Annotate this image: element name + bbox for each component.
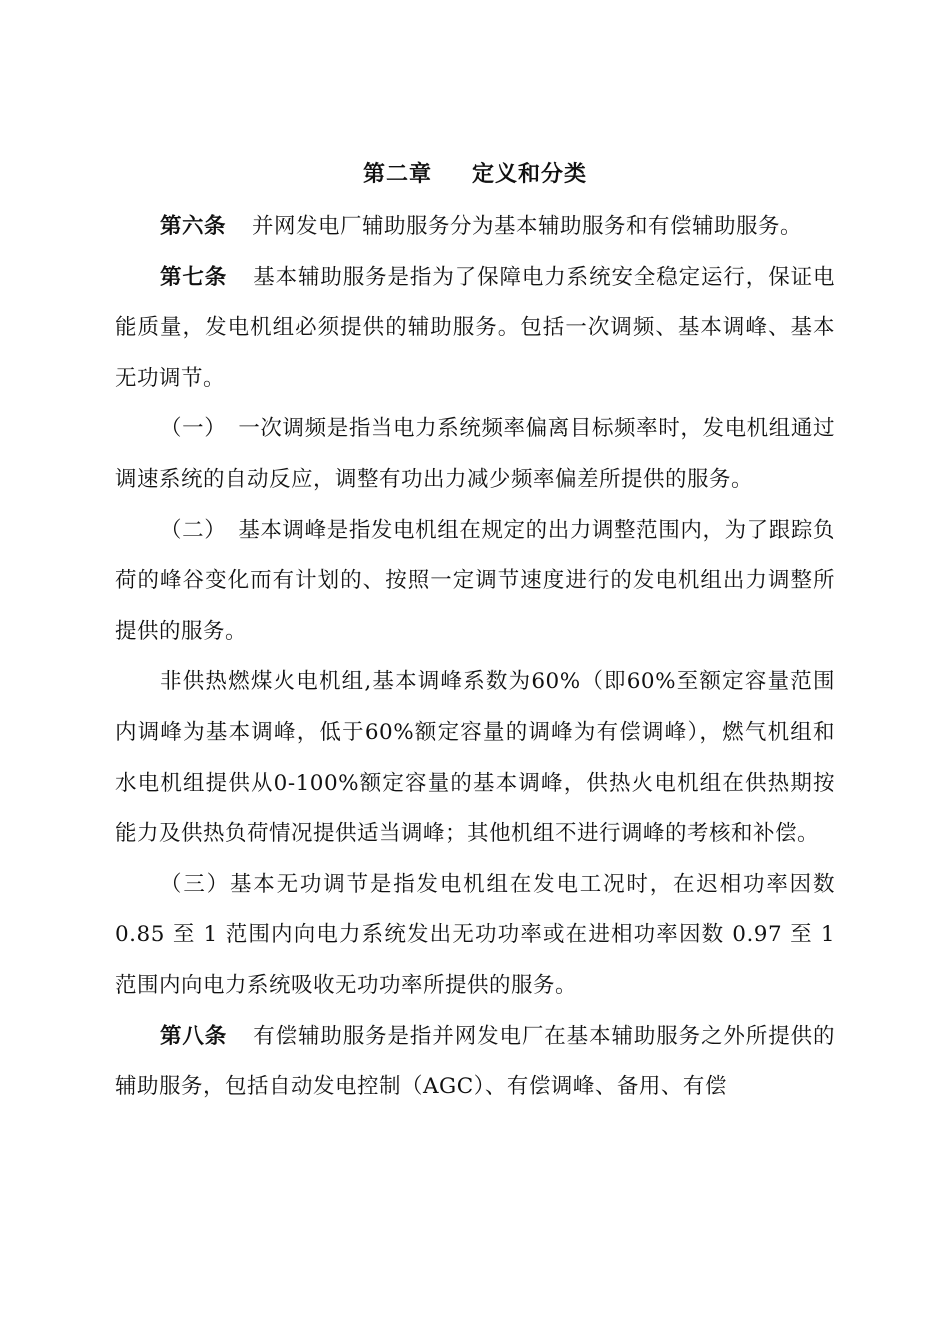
article-7-item-3 [115,860,835,1012]
article-7-label: 第七条 [160,264,228,290]
item-2-text: 基本调峰是指发电机组在规定的出力调整范围内，为了跟踪负荷的峰谷变化而有计划的、按照一定调节速度进行的发电机组出力调整所提供的服务。 [115,517,835,644]
article-8 [115,1012,835,1113]
article-7-item-1 [115,404,835,505]
item-2-label: （二） [160,517,227,543]
article-7-text: 基本辅助服务是指为了保障电力系统安全稳定运行，保证电能质量，发电机组必须提供的辅助服务。包括一次调频、基本调峰、基本无功调节。 [115,264,835,391]
item-1-text: 一次调频是指当电力系统频率偏离目标频率时，发电机组通过调速系统的自动反应，调整有功出力减少频率偏差所提供的服务。 [115,416,835,492]
article-6 [115,202,835,253]
item-3-text: 基本无功调节是指发电机组在发电工况时，在迟相功率因数 0.85 至 1 范围内向电力系统发出无功功率或在进相功率因数 0.97 至 1 范围内向电力系统吸收无功功率所提供的服务。 [115,871,835,998]
chapter-heading [0,158,950,192]
chapter-number: 第二章 [362,162,432,187]
article-6-text: 并网发电厂辅助服务分为基本辅助服务和有偿辅助服务。 [252,214,803,239]
article-7-item-2-note: 非供热燃煤火电机组,基本调峰系数为60%（即60%至额定容量范围内调峰为基本调峰，低于60%额定容量的调峰为有偿调峰），燃气机组和水电机组提供从0-100%额定容量的基本调峰，供热火电机组在供热期按能力及供热负荷情况提供适当调峰；其他机组不进行调峰的考核和补偿。 [115,669,835,847]
document-body [115,202,835,1113]
article-8-text: 有偿辅助服务是指并网发电厂在基本辅助服务之外所提供的辅助服务，包括自动发电控制（AGC）、有偿调峰、备用、有偿 [115,1023,835,1100]
article-6-label: 第六条 [160,214,227,239]
article-7-item-2 [115,506,835,658]
chapter-title: 定义和分类 [472,162,588,187]
article-8-label: 第八条 [160,1023,228,1049]
item-3-label: （三） [160,871,230,897]
article-7 [115,253,835,405]
item-1-label: （一） [160,416,227,442]
